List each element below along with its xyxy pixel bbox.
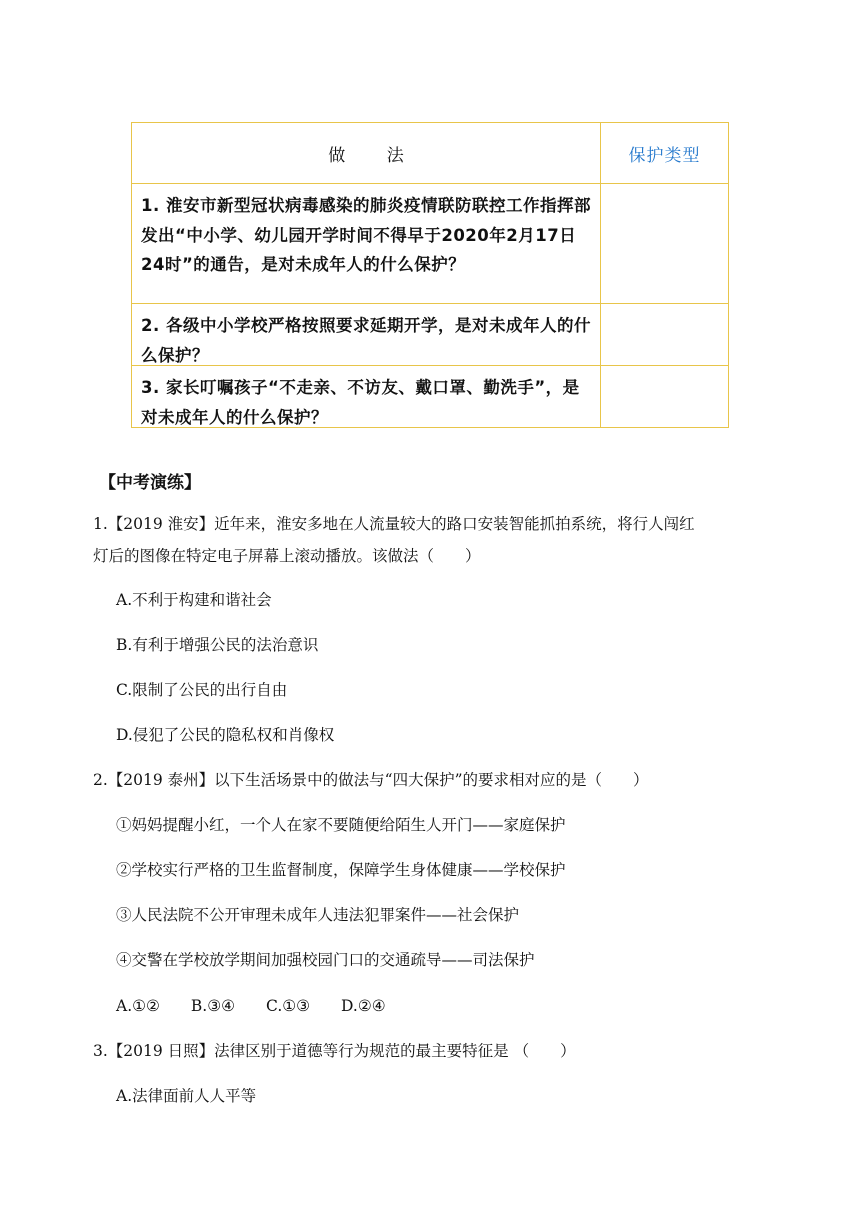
question-1-stem: 1.【2019 淮安】近年来，淮安多地在人流量较大的路口安装智能抓拍系统，将行人闯红 xyxy=(93,515,695,533)
question-1-stem-cont: 灯后的图像在特定电子屏幕上滚动播放。该做法（ ） xyxy=(93,547,481,565)
row-type-cell[interactable] xyxy=(601,184,729,304)
table-row xyxy=(132,366,729,428)
practice-table xyxy=(131,122,729,428)
question-1-option-d[interactable]: D.侵犯了公民的隐私权和肖像权 xyxy=(116,726,335,744)
question-2-stem: 2.【2019 泰州】以下生活场景中的做法与“四大保护”的要求相对应的是（ ） xyxy=(93,771,649,789)
question-3-option-a[interactable]: A.法律面前人人平等 xyxy=(116,1087,257,1105)
row-practice-cell: 3. 家长叮嘱孩子“不走亲、不访友、戴口罩、勤洗手”，是对未成年人的什么保护？ xyxy=(132,366,601,428)
header-protection-type: 保护类型 xyxy=(601,123,729,184)
question-1-option-a[interactable]: A.不利于构建和谐社会 xyxy=(116,591,272,609)
question-2-statement-2: ②学校实行严格的卫生监督制度，保障学生身体健康——学校保护 xyxy=(116,861,566,879)
question-1-option-b[interactable]: B.有利于增强公民的法治意识 xyxy=(116,636,319,654)
row-practice-cell: 1. 淮安市新型冠状病毒感染的肺炎疫情联防联控工作指挥部发出“中小学、幼儿园开学时间不得早于2020年2月17日24时”的通告，是对未成年人的什么保护？ xyxy=(132,184,601,304)
question-2-statement-4: ④交警在学校放学期间加强校园门口的交通疏导——司法保护 xyxy=(116,951,535,969)
question-3-stem: 3.【2019 日照】法律区别于道德等行为规范的最主要特征是 （ ） xyxy=(93,1042,576,1060)
header-practice: 做 法 xyxy=(132,123,601,184)
row-practice-cell: 2. 各级中小学校严格按照要求延期开学，是对未成年人的什么保护？ xyxy=(132,304,601,366)
row-type-cell[interactable] xyxy=(601,366,729,428)
question-1-option-c[interactable]: C.限制了公民的出行自由 xyxy=(116,681,288,699)
table-header-row xyxy=(132,123,729,184)
section-title: 【中考演练】 xyxy=(99,473,201,493)
row-type-cell[interactable] xyxy=(601,304,729,366)
question-2-statement-3: ③人民法院不公开审理未成年人违法犯罪案件——社会保护 xyxy=(116,906,520,924)
question-2-statement-1: ①妈妈提醒小红，一个人在家不要随便给陌生人开门——家庭保护 xyxy=(116,816,566,834)
table-row xyxy=(132,304,729,366)
table-row xyxy=(132,184,729,304)
question-2-options[interactable]: A.①② B.③④ C.①③ D.②④ xyxy=(116,997,386,1015)
